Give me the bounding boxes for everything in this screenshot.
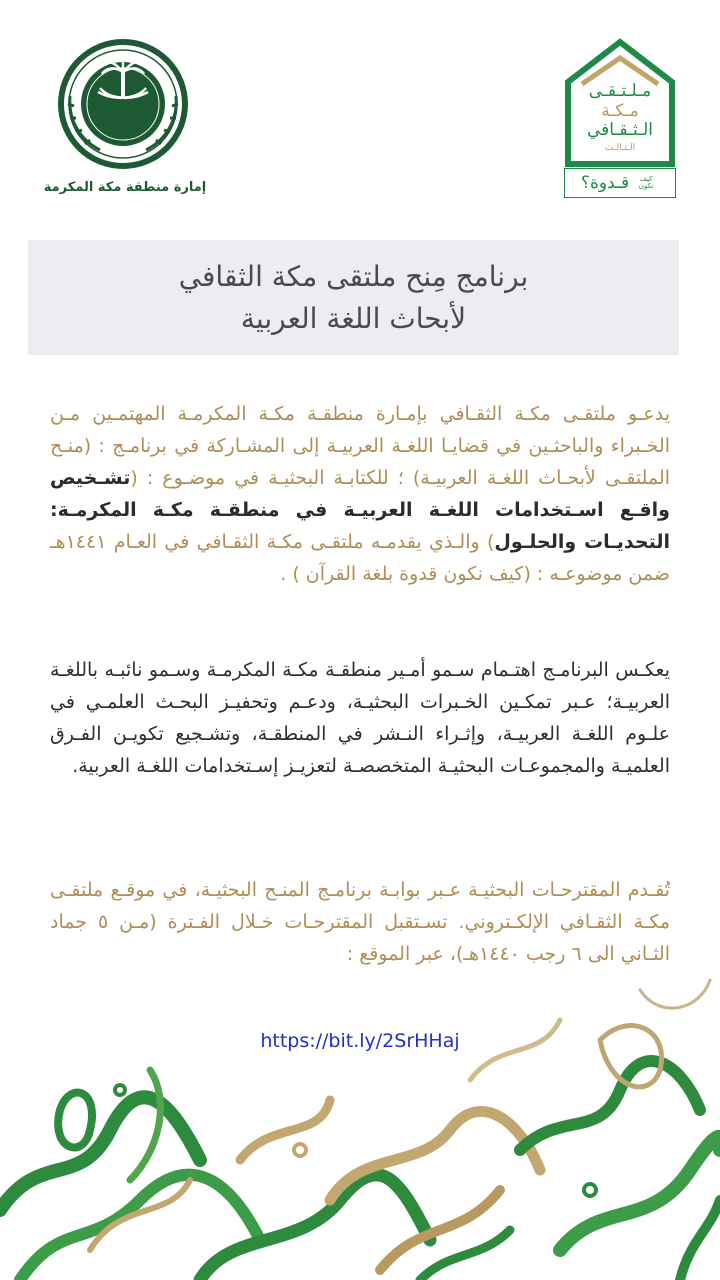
forum-logo-line2: مـكـة (601, 100, 639, 121)
invitation-text-part1: يدعـو ملتقـى مكـة الثقـافي بإمـارة منطقـة مكـة المكرمـة المهتمـين مـن الخـبراء والباحثـين في قضايـا اللغـة العربيـة إلى المشـاركة في برنامـج : (منـح الملتقـى لأبحـاث اللغـة العربيـة) ؛ للكتابـة البحثيـة في موضـوع : ( (50, 403, 670, 489)
program-link[interactable]: https://bit.ly/2SrHHaj (260, 1030, 460, 1052)
paragraph-program-goals: يعكـس البرنامـج اهتـمام سـمو أمـير منطقـة مكـة المكرمـة وسـمو نائبـه باللغـة العربيـة؛ عـبر تمكـين الخـبرات البحثيـة، ودعـم وتحفيـز البحـث العلمـي في علـوم اللغـة العربيـة، وإثـراء النـشر في المنطقـة، وتشـجيع تكويـن الفـرق العلميـة والمجموعـات البحثيـة المتخصصـة لتعزيـز إسـتخدامات اللغـة العربية. (50, 659, 670, 777)
forum-logo-line1: مـلـتـقـى (588, 81, 652, 101)
calligraphy-art-icon (0, 950, 720, 1280)
page-title-line1: برنامج مِنح ملتقى مكة الثقافي (178, 259, 529, 293)
invitation-text-part2: ) والـذي يقدمـه ملتقـى مكـة الثقـافي في العـام ١٤٤١هـ ضمن موضوعـه : (كيف نكون قدوة بلغة القرآن ) . (50, 531, 670, 585)
emirate-logo (40, 36, 210, 206)
research-topic-bold: تشـخيص واقـع اسـتخدامات اللغـة العربيـة في منطقـة مكـة المكرمـة: التحديـات والحلـول (50, 467, 670, 553)
forum-logo-edition: الـثـالـث (604, 142, 636, 153)
forum-logo (564, 38, 676, 200)
saudi-emblem-palm-swords-icon (40, 36, 210, 176)
paragraph-invitation (50, 398, 670, 590)
forum-logo-text (564, 82, 676, 153)
paragraph-submission: تُقـدم المقترحـات البحثيـة عـبر بوابـة برنامـج المنـح البحثيـة، في موقـع ملتقـى مكـة الثقـافي الإلكـتروني. تسـتقبل المقترحـات خـلال الفـترة (مـن ٥ جماد الثـاني الى ٦ رجب ١٤٤٠هـ)، عبر الموقع : (50, 879, 670, 965)
forum-tagline (564, 168, 676, 198)
forum-logo-line3: الـثـقـافي (586, 120, 654, 141)
tagline-small: كيف نكون (638, 174, 654, 190)
emirate-caption: إمارة منطقة مكة المكرمة (43, 180, 207, 195)
title-box (28, 240, 679, 355)
page-title-line2: لأبحاث اللغة العربية (240, 301, 467, 335)
tagline-big: قـدوة؟ (580, 173, 630, 193)
calligraphy-decoration (0, 950, 720, 1280)
